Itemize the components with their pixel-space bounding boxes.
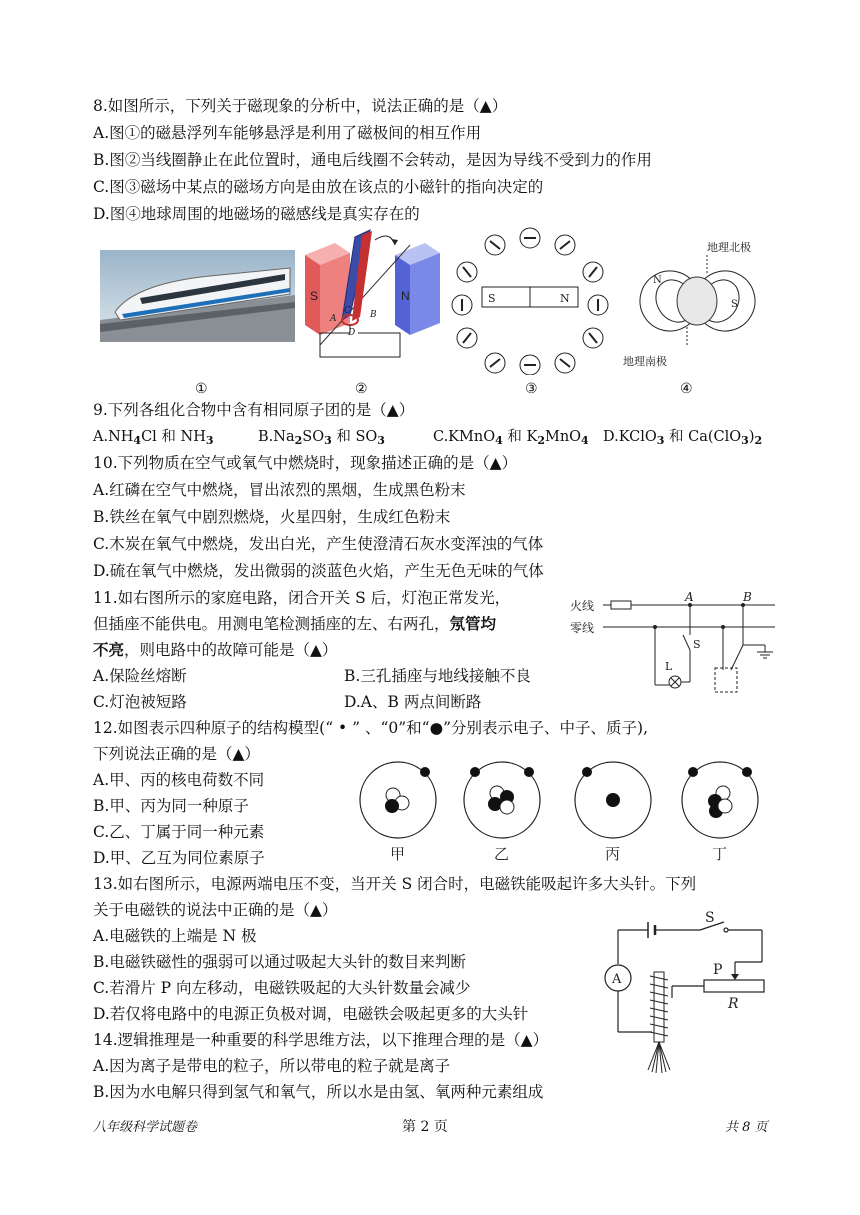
q11-option-d: D.A、B 两点间断路 <box>344 693 482 711</box>
q8-stem: 8.如图所示，下列关于磁现象的分析中，说法正确的是（▲） <box>93 97 508 115</box>
q9-stem: 9.下列各组化合物中含有相同原子团的是（▲） <box>93 401 415 419</box>
coil-magnet-diagram <box>300 225 445 365</box>
q14-option-a: A.因为离子是带电的粒子，所以带电的粒子就是离子 <box>93 1057 451 1075</box>
fig2-b-label: B <box>370 310 377 320</box>
q12-option-b: B.甲、丙为同一种原子 <box>93 797 249 815</box>
earth-magnetic-field-diagram <box>615 235 775 370</box>
footer-exam-name: 八年级科学试题卷 <box>93 1120 198 1135</box>
q8-option-c: C.图③磁场中某点的磁场方向是由放在该点的小磁针的指向决定的 <box>93 178 544 196</box>
q13-option-c: C.若滑片 P 向左移动，电磁铁吸起的大头针数量会减少 <box>93 979 471 997</box>
q12-line1: 12.如图表示四种原子的结构模型(“ • ” 、“0”和“●”分别表示电子、中子、质子), <box>93 719 649 737</box>
fig-label-3: ③ <box>525 381 538 397</box>
maglev-train-image <box>100 250 295 342</box>
q10-option-c: C.木炭在氧气中燃烧，发出白光，产生使澄清石灰水变浑浊的气体 <box>93 535 544 553</box>
household-circuit-diagram <box>565 590 780 700</box>
fig4-south-label: 地理南极 <box>623 355 667 368</box>
fig11-s-label: S <box>693 638 701 651</box>
fig2-n-label: N <box>401 289 410 303</box>
q11-option-b: B.三孔插座与地线接触不良 <box>344 667 531 685</box>
q10-option-a: A.红磷在空气中燃烧，冒出浓烈的黑烟，生成黑色粉末 <box>93 481 466 499</box>
q9-option-d: D.KClO$_3$ 和 $Ca(ClO_3)_2$ <box>603 429 763 447</box>
fig3-n-label: N <box>560 292 570 305</box>
fig11-neutral-label: 零线 <box>570 621 595 635</box>
atom-label-ding: 丁 <box>712 845 728 863</box>
q10-stem: 10.下列物质在空气或氧气中燃烧时，现象描述正确的是（▲） <box>93 454 518 472</box>
q12-option-a: A.甲、丙的核电荷数不同 <box>93 771 265 789</box>
q14-option-b: B.因为水电解只得到氢气和氧气，所以水是由氢、氧两种元素组成 <box>93 1083 544 1101</box>
fig3-s-label: S <box>488 292 496 305</box>
q13-option-b: B.电磁铁磁性的强弱可以通过吸起大头针的数目来判断 <box>93 953 466 971</box>
fig13-p-label: P <box>713 962 723 978</box>
q13-option-a: A.电磁铁的上端是 N 极 <box>93 927 257 945</box>
q12-line2: 下列说法正确的是（▲） <box>93 745 260 763</box>
fig11-b-label: B <box>743 590 752 604</box>
q11-option-c: C.灯泡被短路 <box>93 693 187 711</box>
fig11-live-label: 火线 <box>570 599 595 613</box>
q11-line3: 不亮，则电路中的故障可能是（▲） <box>93 640 338 659</box>
fig11-a-label: A <box>685 590 694 604</box>
fig-label-2: ② <box>355 381 368 397</box>
fig13-s-label: S <box>705 910 715 926</box>
q10-option-d: D.硫在氧气中燃烧，发出微弱的淡蓝色火焰，产生无色无味的气体 <box>93 562 544 580</box>
q13-option-d: D.若仅将电路中的电源正负极对调，电磁铁会吸起更多的大头针 <box>93 1005 529 1023</box>
bar-magnet-compass-diagram <box>450 225 610 375</box>
q9-option-a: $A.NH_4Cl$ 和 $NH_3$ <box>93 429 214 447</box>
fig4-n-label: N <box>653 275 662 286</box>
q11-option-a: A.保险丝熔断 <box>93 667 187 685</box>
atom-label-yi: 乙 <box>494 845 510 863</box>
q11-line1: 11.如右图所示的家庭电路，闭合开关 S 后，灯泡正常发光， <box>93 589 511 607</box>
fig13-ammeter-label: A <box>612 972 622 987</box>
q8-option-d: D.图④地球周围的地磁场的磁感线是真实存在的 <box>93 205 420 223</box>
fig13-r-label: R <box>728 996 739 1012</box>
fig-label-4: ④ <box>680 381 693 397</box>
atom-label-jia: 甲 <box>390 845 406 863</box>
q8-option-b: B.图②当线圈静止在此位置时，通电后线圈不会转动，是因为导线不受到力的作用 <box>93 151 652 169</box>
atom-models-diagram <box>355 755 785 867</box>
fig2-a-label: A <box>330 314 337 324</box>
q10-option-b: B.铁丝在氧气中剧烈燃烧，火星四射，生成红色粉末 <box>93 508 451 526</box>
fig-label-1: ① <box>195 381 208 397</box>
fig4-s-label: S <box>731 299 738 310</box>
atom-label-bing: 丙 <box>605 845 621 863</box>
q9-option-c: C.KMnO$_4$ 和 $K_2MnO_4$ <box>433 429 589 447</box>
footer-page-number: 第 2 页 <box>402 1119 448 1135</box>
q8-option-a: A.图①的磁悬浮列车能够悬浮是利用了磁极间的相互作用 <box>93 124 482 142</box>
q9-option-b: $B.Na_2SO_3$ 和 $SO_3$ <box>258 429 385 447</box>
q13-line1: 13.如右图所示，电源两端电压不变，当开关 S 闭合时，电磁铁能吸起许多大头针。下列 <box>93 875 697 893</box>
fig2-d-label: D <box>348 328 356 338</box>
q14-stem: 14.逻辑推理是一种重要的科学思维方法，以下推理合理的是（▲） <box>93 1031 549 1049</box>
q13-line2: 关于电磁铁的说法中正确的是（▲） <box>93 901 338 919</box>
q11-line2: 但插座不能供电。用测电笔检测插座的左、右两孔，氖管均 <box>93 614 497 633</box>
fig4-north-label: 地理北极 <box>707 241 751 254</box>
fig11-l-label: L <box>665 660 673 673</box>
electromagnet-circuit-diagram <box>600 902 780 1077</box>
q12-option-c: C.乙、丁属于同一种元素 <box>93 823 265 841</box>
fig2-c-label: C <box>344 306 351 316</box>
fig2-s-label: S <box>310 289 319 303</box>
q12-option-d: D.甲、乙互为同位素原子 <box>93 849 265 867</box>
footer-total-pages: 共 8 页 <box>725 1120 768 1135</box>
